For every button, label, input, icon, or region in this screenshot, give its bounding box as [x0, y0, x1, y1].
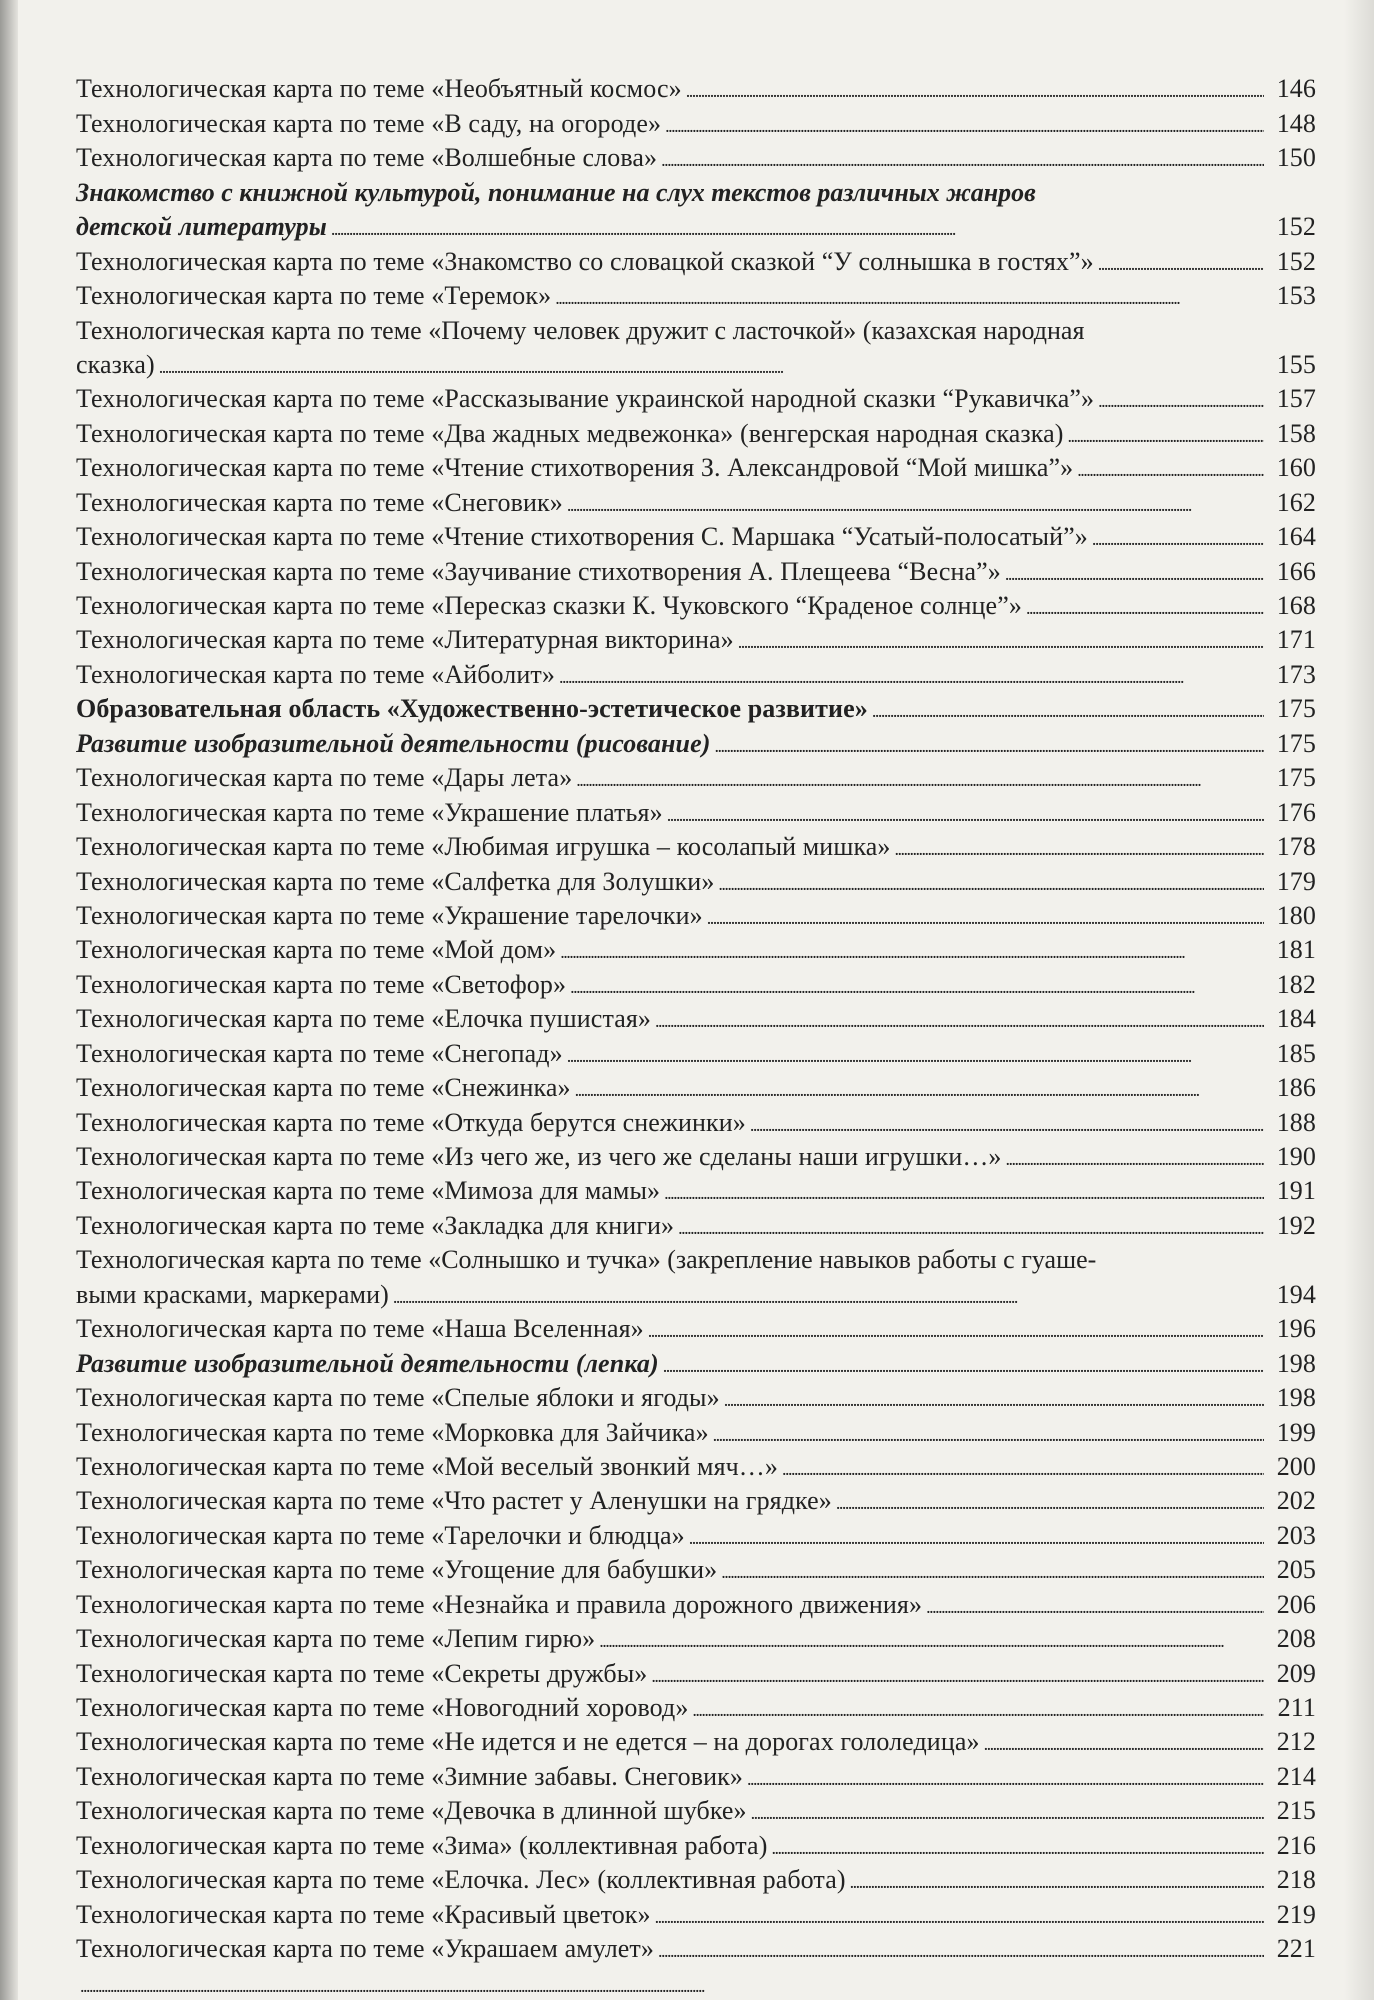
- toc-page-number: 211: [1277, 1693, 1316, 1722]
- toc-entry: [76, 139, 1316, 173]
- toc-entry-title: Технологическая карта по теме «Украшение платья»: [76, 797, 663, 827]
- toc-page-number: 212: [1276, 1727, 1316, 1757]
- toc-page-number: 162: [1276, 487, 1316, 517]
- toc-entry-title: Технологическая карта по теме «Мой веселый звонкий мяч…»: [76, 1451, 779, 1481]
- toc-entry-title: Технологическая карта по теме «Спелые яблоки и ягоды»: [76, 1383, 720, 1413]
- toc-subsection: [76, 724, 1316, 758]
- toc-page-number: 219: [1276, 1899, 1316, 1929]
- toc-entry-title: Технологическая карта по теме «Тарелочки и блюдца»: [76, 1520, 685, 1550]
- toc-page-number: 214: [1276, 1761, 1316, 1791]
- toc-entry: [76, 1413, 1316, 1447]
- toc-page-number: 215: [1276, 1796, 1316, 1826]
- toc-entry-title: Технологическая карта по теме «Пересказ сказки К. Чуковского “Краденое солнце”»: [76, 591, 1022, 620]
- toc-entry: [76, 1654, 1316, 1688]
- toc-entry: [76, 1206, 1316, 1240]
- page-binding-shadow: [0, 0, 18, 2000]
- toc-entry-title: Технологическая карта по теме «Не идется и не едется – на дорогах гололедица»: [76, 1727, 980, 1757]
- toc-entry-title: Технологическая карта по теме «Салфетка для Золушки»: [76, 866, 715, 896]
- toc-page-number: 175: [1276, 728, 1316, 758]
- toc-entry: [76, 277, 1316, 311]
- toc-page-number: 168: [1276, 591, 1316, 620]
- toc-entry: [76, 1103, 1316, 1137]
- toc-page-number: 175: [1276, 694, 1316, 724]
- toc-entry-title: Технологическая карта по теме «Морковка для Зайчика»: [76, 1417, 709, 1447]
- toc-entry: [76, 1689, 1316, 1723]
- toc-entry-title: Технологическая карта по теме «Что растет у Аленушки на грядке»: [76, 1486, 832, 1516]
- toc-section-title: Образовательная область «Художественно-эстетическое развитие»: [76, 694, 868, 724]
- toc-page-number: 184: [1276, 1004, 1316, 1034]
- toc-entry-title: Технологическая карта по теме «Знакомство со словацкой сказкой “У солнышка в гостях”»: [76, 246, 1094, 276]
- toc-page-number: 196: [1276, 1314, 1316, 1344]
- toc-entry: [76, 897, 1316, 931]
- toc-page-number: 205: [1276, 1555, 1316, 1585]
- toc-entry: [76, 483, 1316, 517]
- toc-page-number: 216: [1276, 1830, 1316, 1860]
- toc-entry: [76, 621, 1316, 655]
- toc-entry: [76, 655, 1316, 689]
- toc-page-number: 176: [1276, 797, 1316, 827]
- toc-entry-title: Технологическая карта по теме «Украшение тарелочки»: [76, 900, 703, 930]
- toc-subsection-title: детской литературы: [76, 212, 327, 242]
- toc-page-number: 160: [1276, 453, 1316, 483]
- toc-entry: [76, 1516, 1316, 1550]
- toc-page-number: 194: [1276, 1279, 1316, 1309]
- toc-entry-title: Технологическая карта по теме «Рассказывание украинской народной сказки “Рукавичка”»: [76, 384, 1095, 414]
- toc-page-number: 199: [1276, 1417, 1316, 1447]
- toc-entry-title: Технологическая карта по теме «Елочка. Лес» (коллективная работа): [76, 1865, 846, 1895]
- toc-page-number: 152: [1276, 246, 1316, 276]
- toc-entry-title: Технологическая карта по теме «Елочка пушистая»: [76, 1004, 652, 1034]
- toc-entry: [76, 1964, 1316, 1998]
- toc-entry-title: Технологическая карта по теме «Украшаем амулет»: [76, 1934, 654, 1964]
- toc-entry-wrapped: [76, 1241, 1316, 1310]
- toc-entry-title: Технологическая карта по теме «Незнайка и правила дорожного движения»: [76, 1589, 923, 1619]
- toc-page-number: 188: [1276, 1107, 1316, 1137]
- toc-entry-title: выми красками, маркерами): [76, 1279, 389, 1309]
- toc-entry: [76, 1482, 1316, 1516]
- toc-entry: [76, 1310, 1316, 1344]
- toc-page-number: 150: [1276, 143, 1316, 173]
- toc-page-number: 198: [1276, 1383, 1316, 1413]
- toc-entry: [76, 1895, 1316, 1929]
- toc-subsection-title-line1: Знакомство с книжной культурой, понимание на слух текстов различных жанров: [76, 177, 1036, 207]
- toc-entry: [76, 1861, 1316, 1895]
- toc-entry: [76, 70, 1316, 104]
- toc-entry-title: Технологическая карта по теме «Закладка для книги»: [76, 1210, 675, 1240]
- toc-entry-title: Технологическая карта по теме «Чтение стихотворения З. Александровой “Мой мишка”»: [76, 453, 1074, 483]
- toc-page-number: 185: [1276, 1038, 1316, 1068]
- toc-entry: [76, 1069, 1316, 1103]
- toc-page-number: 171: [1276, 625, 1316, 655]
- toc-page-number: 146: [1276, 74, 1316, 104]
- toc-entry-title: Технологическая карта по теме «Секреты дружбы»: [76, 1658, 648, 1688]
- toc-page-number: 206: [1276, 1589, 1316, 1619]
- toc-page-number: 180: [1276, 900, 1316, 930]
- toc-page-number: 203: [1276, 1520, 1316, 1550]
- toc-page-number: 190: [1276, 1142, 1316, 1171]
- toc-entry-title: Технологическая карта по теме «Красивый цветок»: [76, 1899, 651, 1929]
- toc-page-number: 182: [1276, 969, 1316, 999]
- toc-entry-title: Технологическая карта по теме «Лепим гирю»: [76, 1624, 596, 1654]
- table-of-contents: [76, 70, 1316, 1999]
- toc-entry: [76, 518, 1316, 552]
- toc-page-number: 175: [1276, 763, 1316, 793]
- toc-entry-title: сказка): [76, 349, 155, 379]
- toc-entry: [76, 449, 1316, 483]
- toc-entry-title-line1: Технологическая карта по теме «Солнышко и тучка» (закрепление навыков работы с гуаше-: [76, 1245, 1097, 1275]
- toc-subsection-title: Развитие изобразительной деятельности (лепка): [76, 1348, 659, 1378]
- toc-entry-title: Технологическая карта по теме «Откуда берутся снежинки»: [76, 1107, 746, 1137]
- toc-page-number: 153: [1276, 281, 1316, 311]
- toc-entry: [76, 965, 1316, 999]
- toc-entry-title: Технологическая карта по теме «Волшебные слова»: [76, 143, 658, 173]
- toc-entry: [76, 1379, 1316, 1413]
- toc-section: [76, 690, 1316, 724]
- toc-entry-title: Технологическая карта по теме «Чтение стихотворения С. Маршака “Усатый-полосатый”»: [76, 522, 1088, 552]
- toc-entry-title: Технологическая карта по теме «Девочка в длинной шубке»: [76, 1796, 747, 1826]
- toc-entry: [76, 1792, 1316, 1826]
- toc-entry-title: Технологическая карта по теме «Необъятный космос»: [76, 74, 682, 104]
- toc-page-number: 148: [1276, 108, 1316, 138]
- toc-entry-title: Технологическая карта по теме «Наша Вселенная»: [76, 1314, 644, 1344]
- toc-entry-title: Технологическая карта по теме «Айболит»: [76, 659, 555, 689]
- toc-entry: [76, 1930, 1316, 1964]
- toc-entry-title: Технологическая карта по теме «Новогодний хоровод»: [76, 1693, 689, 1722]
- toc-entry-title: Технологическая карта по теме «Литературная викторина»: [76, 625, 734, 655]
- toc-page-number: 155: [1276, 349, 1316, 379]
- toc-entry: [76, 1448, 1316, 1482]
- toc-page-number: 173: [1276, 659, 1316, 689]
- toc-page-number: 186: [1276, 1073, 1316, 1103]
- toc-entry: [76, 759, 1316, 793]
- toc-page-number: 198: [1276, 1348, 1316, 1378]
- toc-page-number: 218: [1276, 1865, 1316, 1895]
- toc-entry: [76, 380, 1316, 414]
- toc-subsection-title: Развитие изобразительной деятельности (рисование): [76, 728, 711, 758]
- toc-entry-title: Технологическая карта по теме «Мой дом»: [76, 935, 557, 965]
- toc-entry: [76, 931, 1316, 965]
- toc-page-number: 221: [1276, 1934, 1316, 1964]
- toc-page-number: 191: [1276, 1176, 1316, 1206]
- toc-page-number: 166: [1276, 556, 1316, 586]
- toc-page-number: 157: [1276, 384, 1316, 414]
- toc-page-number: 200: [1276, 1451, 1316, 1481]
- toc-page-number: 164: [1276, 522, 1316, 552]
- toc-entry-title: Технологическая карта по теме «Снежинка»: [76, 1073, 571, 1103]
- toc-entry: [76, 1585, 1316, 1619]
- toc-entry: [76, 414, 1316, 448]
- toc-entry-title: Технологическая карта по теме «Мимоза для мамы»: [76, 1176, 661, 1206]
- toc-entry: [76, 793, 1316, 827]
- toc-subsection: [76, 1344, 1316, 1378]
- toc-entry-title-line1: Технологическая карта по теме «Почему человек дружит с ласточкой» (казахская народная: [76, 315, 1085, 345]
- toc-entry: [76, 1000, 1316, 1034]
- toc-entry: [76, 1757, 1316, 1791]
- toc-entry-title: Технологическая карта по теме «Два жадных медвежонка» (венгерская народная сказка): [76, 418, 1064, 448]
- toc-entry-title: Технологическая карта по теме «Угощение для бабушки»: [76, 1555, 718, 1585]
- toc-entry-title: Технологическая карта по теме «Зима» (коллективная работа): [76, 1830, 768, 1860]
- toc-entry-title: Технологическая карта по теме «Снеговик»: [76, 487, 563, 517]
- toc-entry-title: Технологическая карта по теме «Снегопад»: [76, 1038, 563, 1068]
- toc-page-number: 208: [1276, 1624, 1316, 1654]
- toc-page-number: 179: [1276, 866, 1316, 896]
- toc-page-number: 209: [1276, 1658, 1316, 1688]
- toc-entry-title: Технологическая карта по теме «Зимние забавы. Снеговик»: [76, 1761, 743, 1791]
- toc-entry-title: Технологическая карта по теме «Из чего же, из чего же сделаны наши игрушки…»: [76, 1142, 1002, 1171]
- toc-entry-wrapped: [76, 311, 1316, 380]
- toc-page-number: 202: [1276, 1486, 1316, 1516]
- toc-entry: [76, 1826, 1316, 1860]
- toc-entry: [76, 828, 1316, 862]
- toc-entry: [76, 587, 1316, 621]
- toc-subsection: [76, 173, 1316, 242]
- toc-entry: [76, 104, 1316, 138]
- toc-page-number: 192: [1276, 1210, 1316, 1240]
- toc-entry: [76, 862, 1316, 896]
- toc-entry: [76, 552, 1316, 586]
- toc-entry-title: Технологическая карта по теме «Любимая игрушка – косолапый мишка»: [76, 832, 891, 862]
- toc-entry-title: Технологическая карта по теме «Теремок»: [76, 281, 552, 311]
- toc-entry: [76, 1034, 1316, 1068]
- toc-entry: [76, 1138, 1316, 1172]
- toc-entry: [76, 1172, 1316, 1206]
- toc-entry: [76, 1551, 1316, 1585]
- toc-entry-title: Технологическая карта по теме «В саду, на огороде»: [76, 108, 662, 138]
- toc-page-number: 181: [1276, 935, 1316, 965]
- toc-entry-title: Технологическая карта по теме «Светофор»: [76, 969, 567, 999]
- toc-page-number: 152: [1276, 212, 1316, 242]
- page-edge: [1344, 0, 1374, 2000]
- toc-entry: [76, 242, 1316, 276]
- toc-page-number: 158: [1276, 418, 1316, 448]
- toc-page-number: 178: [1276, 832, 1316, 862]
- toc-entry: [76, 1723, 1316, 1757]
- toc-entry-title: Технологическая карта по теме «Дары лета»: [76, 763, 573, 793]
- toc-entry-title: Технологическая карта по теме «Заучивание стихотворения А. Плещеева “Весна”»: [76, 556, 1001, 586]
- toc-entry: [76, 1620, 1316, 1654]
